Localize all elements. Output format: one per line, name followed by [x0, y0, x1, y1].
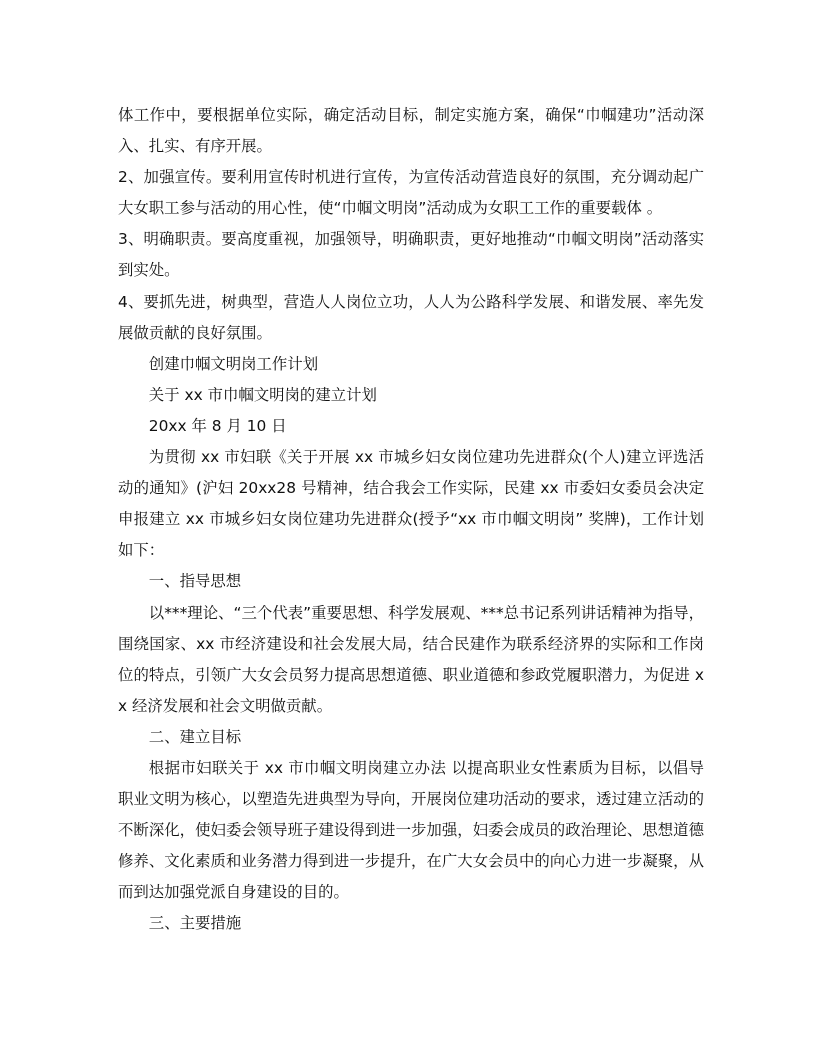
heading-measures: 三、主要措施 — [148, 914, 242, 933]
paragraph-2: 2、加强宣传。要利用宣传时机进行宣传，为宣传活动营造良好的氛围，充分调动起广大女职工参与活动的用心性，使“巾帼文明岗”活动成为女职工工作的重要载体 。 — [118, 168, 704, 218]
heading-guiding-thought: 一、指导思想 — [148, 572, 242, 591]
paragraph-guiding-thought: 以***理论、“三个代表”重要思想、科学发展观、***总书记系列讲话精神为指导，围绕国家、xx 市经济建设和社会发展大局，结合民建作为联系经济界的实际和工作岗位的特点，引领广大女会员努力提高思想道德、职业道德和参政党履职潜力，为促进 xx 经济发展和社会文明做贡献。 — [118, 603, 704, 715]
section-title: 创建巾帼文明岗工作计划 — [148, 354, 319, 373]
paragraph-goals: 根据市妇联关于 xx 市巾帼文明岗建立办法 以提高职业女性素质为目标，以倡导职业文明为核心，以塑造先进典型为导向，开展岗位建功活动的要求，透过建立活动的不断深化，使妇委会领导班子建设得到进一步加强，妇委会成员的政治理论、思想道德修养、文化素质和业务潜力得到进一步提升，在广大女会员中的向心力进一步凝聚，从而到达加强党派自身建设的目的。 — [118, 758, 704, 902]
paragraph-3: 3、明确职责。要高度重视，加强领导，明确职责，更好地推动“巾帼文明岗”活动落实到实处。 — [118, 230, 704, 280]
paragraph-4: 4、要抓先进，树典型，营造人人岗位立功，人人为公路科学发展、和谐发展、率先发展做贡献的良好氛围。 — [118, 292, 704, 342]
heading-goals: 二、建立目标 — [148, 727, 242, 746]
paragraph-1: 体工作中，要根据单位实际，确定活动目标，制定实施方案，确保“巾帼建功”活动深入、扎实、有序开展。 — [118, 106, 704, 156]
plan-title: 关于 xx 市巾帼文明岗的建立计划 — [148, 385, 377, 404]
paragraph-intro: 为贯彻 xx 市妇联《关于开展 xx 市城乡妇女岗位建功先进群众(个人)建立评选活动的通知》(沪妇 20xx28 号精神，结合我会工作实际，民建 xx 市委妇女委员会决定申报建立 xx 市城乡妇女岗位建功先进群众(授予“xx 市巾帼文明岗” 奖牌)，工作计划如下： — [118, 448, 704, 560]
plan-date: 20xx 年 8 月 10 日 — [148, 416, 287, 435]
